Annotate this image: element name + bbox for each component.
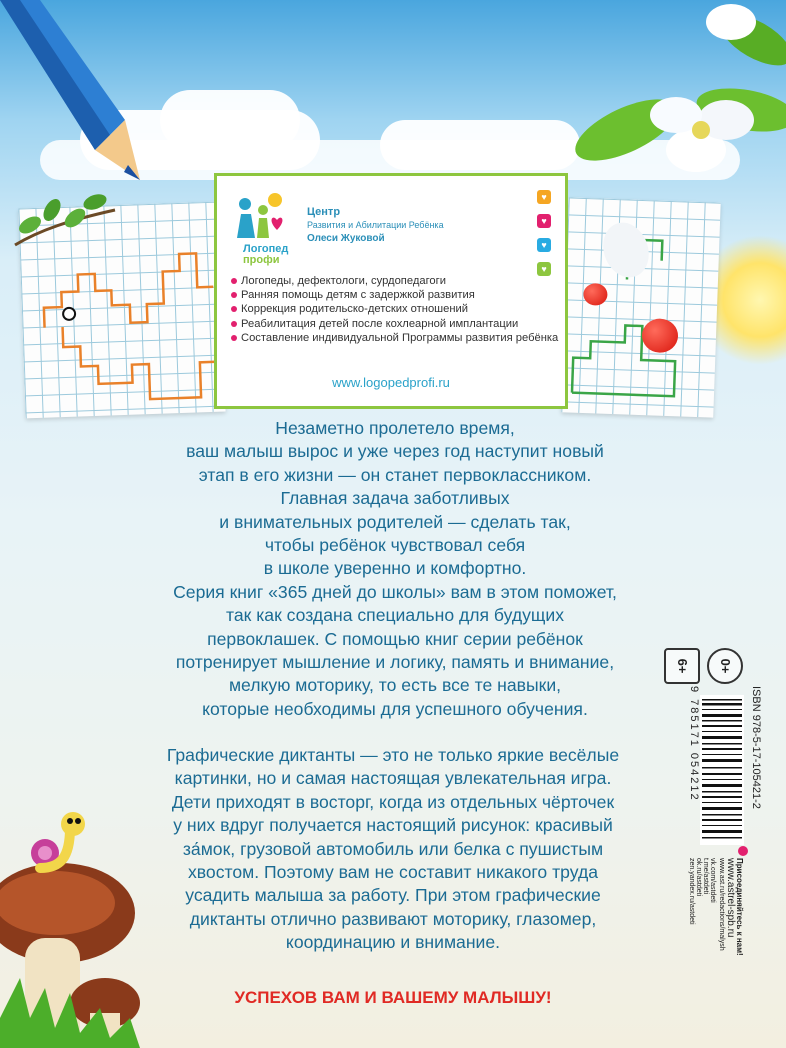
publisher-link[interactable]: ok.ru/astdeti: [695, 858, 702, 897]
center-subtitle: Развития и Абилитации Ребёнка: [307, 220, 444, 230]
text-line: картинки, но и самая настоящая увлекательная игра.: [174, 768, 612, 789]
text-line: Главная задача заботливых: [280, 488, 510, 509]
text-line: Дети приходят в восторг, когда из отдельных чёрточек: [171, 791, 615, 812]
logoped-profi-ad-card: [214, 173, 568, 409]
age-rating-0-badge: 0+: [707, 648, 743, 684]
service-item: Реабилитация детей после кохлеарной имплантации: [231, 317, 561, 331]
text-line: Графические диктанты — это не только яркие весёлые: [166, 745, 620, 765]
center-heading: [307, 206, 444, 245]
center-title: Центр: [307, 206, 341, 218]
publisher-site-link[interactable]: www.astrel-spb.ru: [725, 858, 736, 938]
branch-leaves-illustration: [10, 190, 120, 260]
flowers-illustration: [566, 0, 786, 290]
publisher-link[interactable]: vk.com/astdeti: [709, 858, 716, 903]
heart-icon-green: ♥: [537, 262, 551, 276]
logo-line-2: профи: [243, 254, 280, 266]
heart-icon-orange: ♥: [537, 190, 551, 204]
service-item: Логопеды, дефектологи, сурдопедагоги: [231, 274, 561, 288]
service-item: Ранняя помощь детям с задержкой развития: [231, 288, 561, 302]
text-line: за́мок, грузовой автомобиль или белка с пушистым: [182, 838, 604, 859]
publisher-link[interactable]: t.me/astdeti: [702, 858, 709, 895]
isbn-barcode: [700, 695, 744, 845]
closing-slogan: УСПЕХОВ ВАМ И ВАШЕМУ МАЛЫШУ!: [234, 988, 552, 1007]
text-line: потренирует мышление и логику, память и внимание,: [175, 652, 615, 673]
heart-icon-blue: ♥: [537, 238, 551, 252]
service-item: Коррекция родительско-детских отношений: [231, 302, 561, 316]
text-line: в школе уверенно и комфортно.: [263, 558, 527, 579]
text-line: и внимательных родителей — сделать так,: [219, 511, 571, 532]
service-item: Составление индивидуальной Программы развития ребёнка: [231, 331, 561, 345]
website-link[interactable]: www.logopedprofi.ru: [332, 375, 450, 390]
text-line: хвостом. Поэтому вам не составит никакого труда: [187, 862, 599, 883]
isbn-label: ISBN 978-5-17-105421-2: [750, 686, 762, 809]
text-line: диктанты отлично развивают моторику, глазомер,: [189, 908, 597, 929]
intro-paragraph: [130, 417, 660, 721]
family-logo-icon: [231, 190, 301, 242]
text-line: мелкую моторику, то есть все те навыки,: [228, 675, 562, 696]
mushroom-snail-illustration: [0, 788, 150, 1048]
pencil-illustration: [0, 0, 150, 190]
age-rating-6-badge: 6+: [664, 648, 700, 684]
text-line: чтобы ребёнок чувствовал себя: [264, 535, 526, 556]
logo-line-1: Логопед: [243, 243, 289, 255]
barcode-graphic: [700, 695, 744, 845]
dictation-paragraph: [128, 744, 658, 955]
heart-icon-pink: ♥: [537, 214, 551, 228]
text-line: Незаметно пролетело время,: [275, 418, 515, 438]
text-line: у них вдруг получается настоящий рисунок: красивый: [173, 815, 613, 836]
text-line: первоклашек. С помощью книг серии ребёнок: [207, 628, 583, 649]
publisher-link[interactable]: www.ast.ru/redactions/malysh: [718, 858, 725, 951]
text-line: этап в его жизни — он станет первоклассником.: [198, 464, 592, 485]
text-line: координацию и внимание.: [285, 932, 501, 953]
isbn-digits: 9 785171 054212: [688, 686, 700, 802]
logoped-profi-logo: [231, 190, 301, 270]
publisher-logo-icon: [738, 846, 748, 856]
side-icons: [537, 190, 551, 286]
text-line: Серия книг «365 дней до школы» вам в этом поможет,: [173, 581, 617, 602]
text-line: так как создана специально для будущих: [225, 605, 565, 626]
text-line: усадить малыша за работу. При этом графические: [185, 885, 601, 906]
text-line: которые необходимы для успешного обучения.: [202, 698, 588, 719]
center-owner-name: Олеси Жуковой: [307, 233, 385, 244]
text-line: ваш малыш вырос и уже через год наступит новый: [186, 441, 604, 462]
publisher-join-text: Присоединяйтесь к нам!: [735, 858, 744, 956]
services-list: [231, 274, 561, 345]
publisher-link[interactable]: zen.yandex.ru/astdeti: [688, 858, 695, 925]
